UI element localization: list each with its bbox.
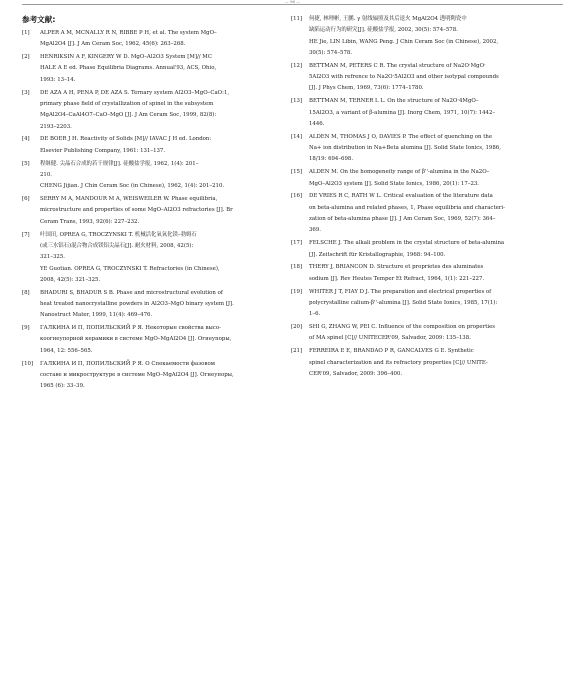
reference-translation-line: HE Jie, LIN Libin, WANG Peng. J Chin Ceram Soc (in Chinese), 2002, [309, 38, 499, 45]
reference-line: ALDEN M. On the homogeneity range of β''-alumina in the Na2O– [309, 169, 490, 176]
reference-line: of MA spinel [C]// UNITECER'09, Salvador, 2009: 135–138. [309, 335, 471, 342]
reference-line: 何捷, 林理彬, 王鹏. γ 射线辐照及其后退火 MgAl2O4 透明陶瓷中 [309, 16, 467, 22]
reference-text [40, 288, 274, 322]
reference-line: FERREIRA E E, BRANDAO P R, GANCALVES G E. Synthetic [309, 348, 474, 355]
reference-line: WHITER J T, FIAY D J. The preparation and electrical properties of [309, 288, 492, 295]
reference-entry [291, 132, 563, 166]
reference-translation-line: CHENG Jijian. J Chin Ceram Soc (in Chinese), 1962, 1(4): 201–210. [40, 183, 225, 190]
references-heading: 参考文献: [22, 15, 56, 24]
reference-entry [291, 287, 563, 321]
reference-text [40, 230, 274, 286]
reference-entry [291, 238, 563, 261]
reference-line: primary phase field of crystallization of spinel in the subsystem [40, 100, 214, 107]
reference-entry [291, 96, 563, 130]
reference-line: Nanostruct Mater, 1999, 11(4): 469–476. [40, 312, 153, 319]
reference-line: 210. [40, 171, 53, 178]
reference-line: 321–325. [40, 254, 65, 261]
reference-entry [22, 288, 274, 322]
reference-line: THERY J, BRIANCON D. Structure et proprietes des aluminates [309, 264, 484, 271]
reference-number: [9] [22, 325, 30, 332]
reference-line: DE BOER J H. Reactivity of Solids [M]// IAVAC J H ed. London: [40, 136, 212, 143]
reference-line: 缺陷运动行为的研究[J]. 硅酸盐学报, 2002, 30(5): 574–578. [309, 27, 458, 34]
reference-entry [22, 88, 274, 133]
reference-text [40, 134, 274, 157]
reference-line: Na+ ion distribution in Na+Beta alumina [J]. Solid State Ionics, 1986, [309, 145, 501, 152]
reference-number: [21] [291, 348, 303, 355]
reference-number: [19] [291, 288, 303, 295]
reference-text [309, 96, 563, 130]
reference-text [309, 346, 563, 380]
reference-line: 程继健. 尖晶石合成的若干规律[J]. 硅酸盐学报, 1962, 1(4): 201– [40, 160, 199, 167]
reference-line: FELSCHE J. The alkali problem in the crystal structure of beta-alumina [309, 240, 505, 247]
reference-line: DE AZA A H, PENA P, DE AZA S. Ternary system Al2O3–MgO–CaO:1, [40, 89, 230, 96]
reference-text [309, 167, 563, 190]
reference-text [309, 61, 563, 95]
reference-line: SERRY M A, MANDOUR M A, WEISWEILER W. Phase equilibria, [40, 196, 218, 203]
reference-entry [291, 346, 563, 380]
reference-text [309, 191, 563, 236]
reference-line: Ceram Trans, 1993, 92(6): 227–232. [40, 218, 140, 225]
reference-text [309, 238, 563, 261]
reference-translation-line: YE Guotian. OPREA G, TROCZYNSKI T. Refractories (in Chinese), [40, 265, 220, 272]
reference-line: microstructure and properties of some MgO–Al2O3 refractories [J]. Br [40, 207, 233, 214]
reference-number: [18] [291, 264, 303, 271]
reference-line: [J]. J Phys Chem, 1969, 73(6): 1774–1780. [309, 85, 424, 92]
reference-line: DE VRIES R C, RATH W L. Critical evaluation of the literature data [309, 193, 493, 200]
reference-line: HALE A E ed. Phase Equilibria Diagrams. Annual'93, ACS, Ohio, [40, 65, 217, 72]
references-left-column [22, 28, 274, 394]
reference-number: [15] [291, 169, 303, 176]
reference-line: коогнеупорной керамики в системе MgO–MgAl2O4 [J]. Огнеупоры, [40, 336, 232, 343]
reference-line: CER'09, Salvador, 2009: 396–400. [309, 370, 403, 377]
reference-entry [22, 134, 274, 157]
reference-number: [6] [22, 196, 30, 203]
page-header [22, 0, 563, 4]
reference-line: (或三水铝石)混合物合成镁铝尖晶石[J]. 耐火材料, 2008, 42(5): [40, 242, 194, 249]
reference-number: [17] [291, 240, 303, 247]
reference-number: [5] [22, 160, 30, 167]
reference-entry [22, 194, 274, 228]
reference-number: [2] [22, 54, 30, 61]
reference-line: Elsevier Publishing Company, 1961: 131–137. [40, 147, 166, 154]
reference-number: [16] [291, 193, 303, 200]
reference-line: 18/19: 694–698. [309, 156, 354, 163]
reference-line: BHADURI S, BHADUR S B. Phase and microstructural evolution of [40, 289, 223, 296]
reference-line: 5Al2O3 with refrence to Na2O·5Al2O3 and other isotypal compounds [309, 74, 499, 81]
reference-text [309, 262, 563, 285]
reference-line: 15Al2O3, a variant of β-alumina [J]. Inorg Chem, 1971, 10(7): 1442– [309, 109, 496, 116]
reference-entry [22, 52, 274, 86]
reference-number: [13] [291, 98, 303, 105]
reference-entry [291, 167, 563, 190]
reference-text [309, 322, 563, 345]
reference-line: 叶国田, OPREA G, TROCZYNSKI T. 机械活化氧氧化镁–勃姆石 [40, 231, 197, 238]
reference-line: spinel characterization and its refractory properties [C]// UNITE- [309, 359, 488, 366]
reference-line: zation of beta-alumina phase [J]. J Am Ceram Soc, 1969, 52(7): 364– [309, 216, 496, 223]
reference-entry [291, 61, 563, 95]
reference-line: BETTMAN M, PETERS C R. The crystal structure of Na2O·MgO· [309, 62, 486, 69]
reference-entry [291, 322, 563, 345]
reference-entry [22, 359, 274, 393]
reference-line: 1993: 13–14. [40, 76, 76, 83]
reference-number: [12] [291, 62, 303, 69]
reference-entry [291, 191, 563, 236]
reference-number: [7] [22, 231, 30, 238]
reference-line: ГАЛКИНА И П, ПОПИЛЬСКИЙ Р Я. О Спекаемости фазовом [40, 360, 215, 367]
reference-text [40, 323, 274, 357]
reference-text [40, 88, 274, 133]
reference-text [40, 359, 274, 393]
reference-line: 369. [309, 227, 322, 234]
reference-line: ALPER A M, MCNALLY R N, RIBBE P H, et al. The system MgO– [40, 30, 217, 36]
reference-line: 1964, 12: 556–565. [40, 347, 93, 354]
reference-text [40, 28, 274, 51]
reference-line: составе и микроструктуре в системе MgO–MgAl2O4 [J]. Огнеупоры, [40, 371, 234, 378]
reference-translation-line: 2008, 42(5): 321–325. [40, 276, 101, 283]
reference-line: SHI G, ZHANG W, PEI C. Influence of the composition on properties [309, 324, 496, 331]
page-header-text: — 96 — [284, 0, 301, 4]
reference-line: 1965 (6): 33–39. [40, 383, 85, 390]
reference-line: ГАЛКИНА И П, ПОПИЛЬСКИЙ Р Я. Некоторые свойства высо- [40, 325, 221, 332]
reference-text [40, 159, 274, 193]
reference-line: BETTMAN M, TERNER L L. On the structure of Na2O·4MgO– [309, 98, 479, 105]
reference-line: on beta-alumina and related phases, 1, Phase equilibria and characteri- [309, 204, 505, 211]
reference-number: [14] [291, 133, 303, 140]
reference-line: sodium [J]. Rev Heutes Temper Et Refract, 1964, 1(1): 221–227. [309, 275, 485, 282]
reference-line: HENRIKSIN A F, KINGERY W D. MgO–Al2O3 System [M]// MC [40, 54, 212, 61]
reference-line: MgAl2O4–CaAl4O7–CaO–MgO [J]. J Am Ceram Soc, 1999, 82(8): [40, 112, 217, 119]
reference-translation-line: 30(5): 574–578. [309, 49, 353, 56]
reference-number: [10] [22, 360, 34, 367]
reference-line: 1446. [309, 120, 325, 127]
reference-number: [4] [22, 136, 30, 143]
reference-entry [291, 262, 563, 285]
reference-line: [J]. Zeitschrift für Kristallographie, 1968: 94–100. [309, 251, 446, 258]
reference-number: [3] [22, 89, 30, 96]
reference-number: [20] [291, 324, 303, 331]
reference-line: heat treated nanocrystalline powders in Al2O3–MgO binary system [J]. [40, 300, 234, 307]
reference-line: 1–6. [309, 311, 321, 318]
reference-text [309, 287, 563, 321]
reference-number: [11] [291, 16, 303, 22]
reference-text [309, 14, 563, 59]
reference-entry [291, 14, 563, 59]
reference-text [40, 52, 274, 86]
reference-entry [22, 159, 274, 193]
reference-line: MgO–Al2O3 system [J]. Solid State Ionics, 1986, 20(1): 17–23. [309, 180, 480, 187]
reference-text [309, 132, 563, 166]
reference-entry [22, 28, 274, 51]
references-right-column [291, 14, 563, 382]
reference-line: ALDEN M, THOMAS J O, DAVIES P. The effect of quenching on the [309, 133, 493, 140]
reference-line: polycrystalline calium-β''-alumina [J]. Solid State Ionics, 1985, 17(1): [309, 299, 498, 306]
reference-line: MgAl2O4 [J]. J Am Ceram Soc, 1962, 45(6): 263–268. [40, 41, 186, 48]
reference-line: 2193–2203. [40, 123, 72, 130]
reference-entry [22, 230, 274, 286]
reference-text [40, 194, 274, 228]
reference-number: [8] [22, 289, 30, 296]
reference-entry [22, 323, 274, 357]
reference-number: [1] [22, 30, 30, 36]
